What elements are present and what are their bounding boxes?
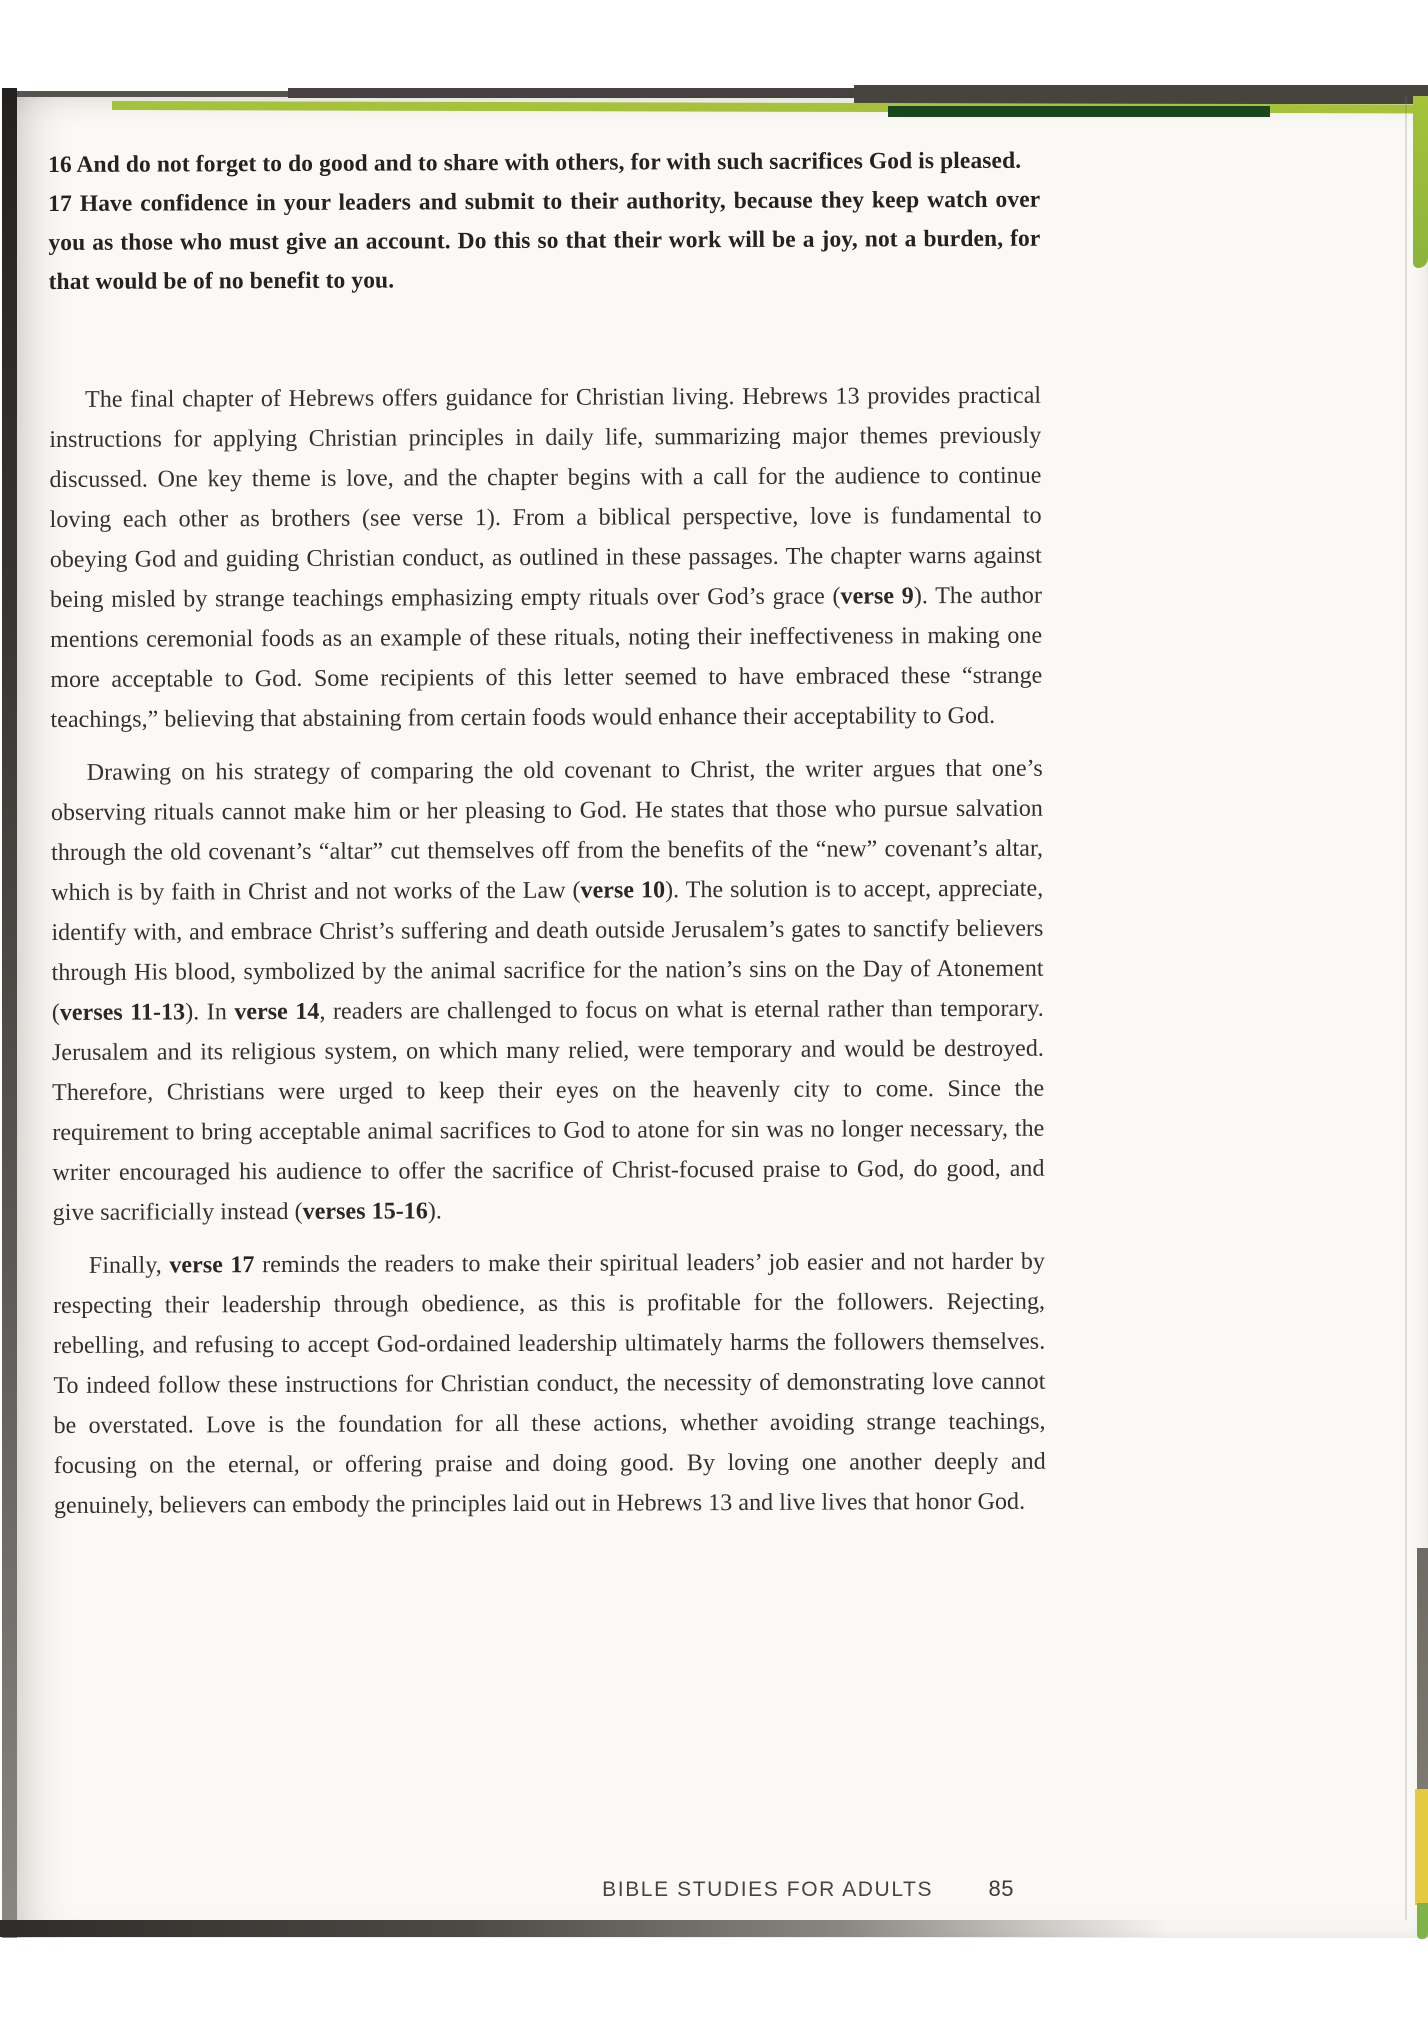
commentary-block — [49, 376, 1046, 1526]
commentary-paragraph-2: Drawing on his strategy of comparing the old covenant to Christ, the writer argues that one’s observing rituals cannot make him or her pleasing to God. He states that those who pursue salvation through the old covenant’s “altar” cut themselves off from the benefits of the “new” covenant’s altar, which is by faith in Christ and not works of the Law (verse 10). The solution is to accept, appreciate, identify with, and embrace Christ’s suffering and death outside Jerusalem’s gates to sanctify believers through His blood, symbolized by the animal sacrifice for the nation’s sins on the Day of Atonement (verses 11-13). In verse 14, readers are challenged to focus on what is eternal rather than temporary. Jerusalem and its religious system, on which many relied, were temporary and would be destroyed. Therefore, Christians were urged to keep their eyes on the heavenly city to come. Since the requirement to bring acceptable animal sacrifices to God to atone for sin was no longer necessary, the writer encouraged his audience to offer the sacrifice of Christ-focused praise to God, do good, and give sacrificially instead (verses 15-16). — [50, 755, 1045, 1226]
top-edge-band-right — [854, 85, 1428, 104]
right-edge-green-tab — [1417, 1903, 1428, 1939]
footer-title: BIBLE STUDIES FOR ADULTS — [602, 1878, 934, 1901]
dark-green-cover-strip — [888, 106, 1270, 117]
text-column — [48, 142, 1046, 1539]
commentary-paragraph-3: Finally, verse 17 reminds the readers to make their spiritual leaders’ job easier and not harder by respecting their leadership through obedience, as this is profitable for the followers. Rejecting, rebelling, and refusing to accept God-ordained leadership ultimately harms the followers themselves. To indeed follow these instructions for Christian conduct, the necessity of demonstrating love cannot be overstated. Love is the foundation for all these actions, whether avoiding strange teachings, focusing on the eternal, or offering praise and doing good. By loving one another deeply and genuinely, believers can embody the principles laid out in Hebrews 13 and live lives that honor God. — [53, 1248, 1046, 1519]
lime-corner-fold — [1413, 96, 1428, 268]
commentary-paragraph-1: The final chapter of Hebrews offers guidance for Christian living. Hebrews 13 provides practical instructions for applying Christian principles in daily life, summarizing major themes previously discussed. One key theme is love, and the chapter begins with a call for the audience to continue loving each other as brothers (see verse 1). From a biblical perspective, love is fundamental to obeying God and guiding Christian conduct, as outlined in these passages. The chapter warns against being misled by strange teachings emphasizing empty rituals over God’s grace (verse 9). The author mentions ceremonial foods as an example of these rituals, noting their ineffectiveness in making one more acceptable to God. Some recipients of this letter seemed to have embraced these “strange teachings,” believing that abstaining from certain foods would enhance their acceptability to God. — [49, 382, 1043, 733]
page-footer — [48, 1876, 1014, 1902]
scripture-verse-16: 16 And do not forget to do good and to share with others, for with such sacrifices God is pleased. — [48, 147, 1022, 178]
right-edge-yellow-tab — [1415, 1789, 1428, 1905]
page-number: 85 — [988, 1876, 1014, 1901]
scripture-verse-17: 17 Have confidence in your leaders and submit to their authority, because they keep watch over you as those who must give an account. Do this so that their work will be a joy, not a burden, for that would be of no benefit to you. — [48, 186, 1041, 295]
top-edge-band-left — [8, 91, 290, 97]
scripture-block — [48, 142, 1041, 302]
bottom-edge-band — [0, 1920, 1170, 1937]
right-edge-gray-tab — [1417, 1548, 1428, 1790]
top-edge-band-middle — [288, 88, 856, 98]
page-right-edge-line — [1405, 96, 1407, 1920]
left-binding-shadow — [2, 88, 17, 1938]
